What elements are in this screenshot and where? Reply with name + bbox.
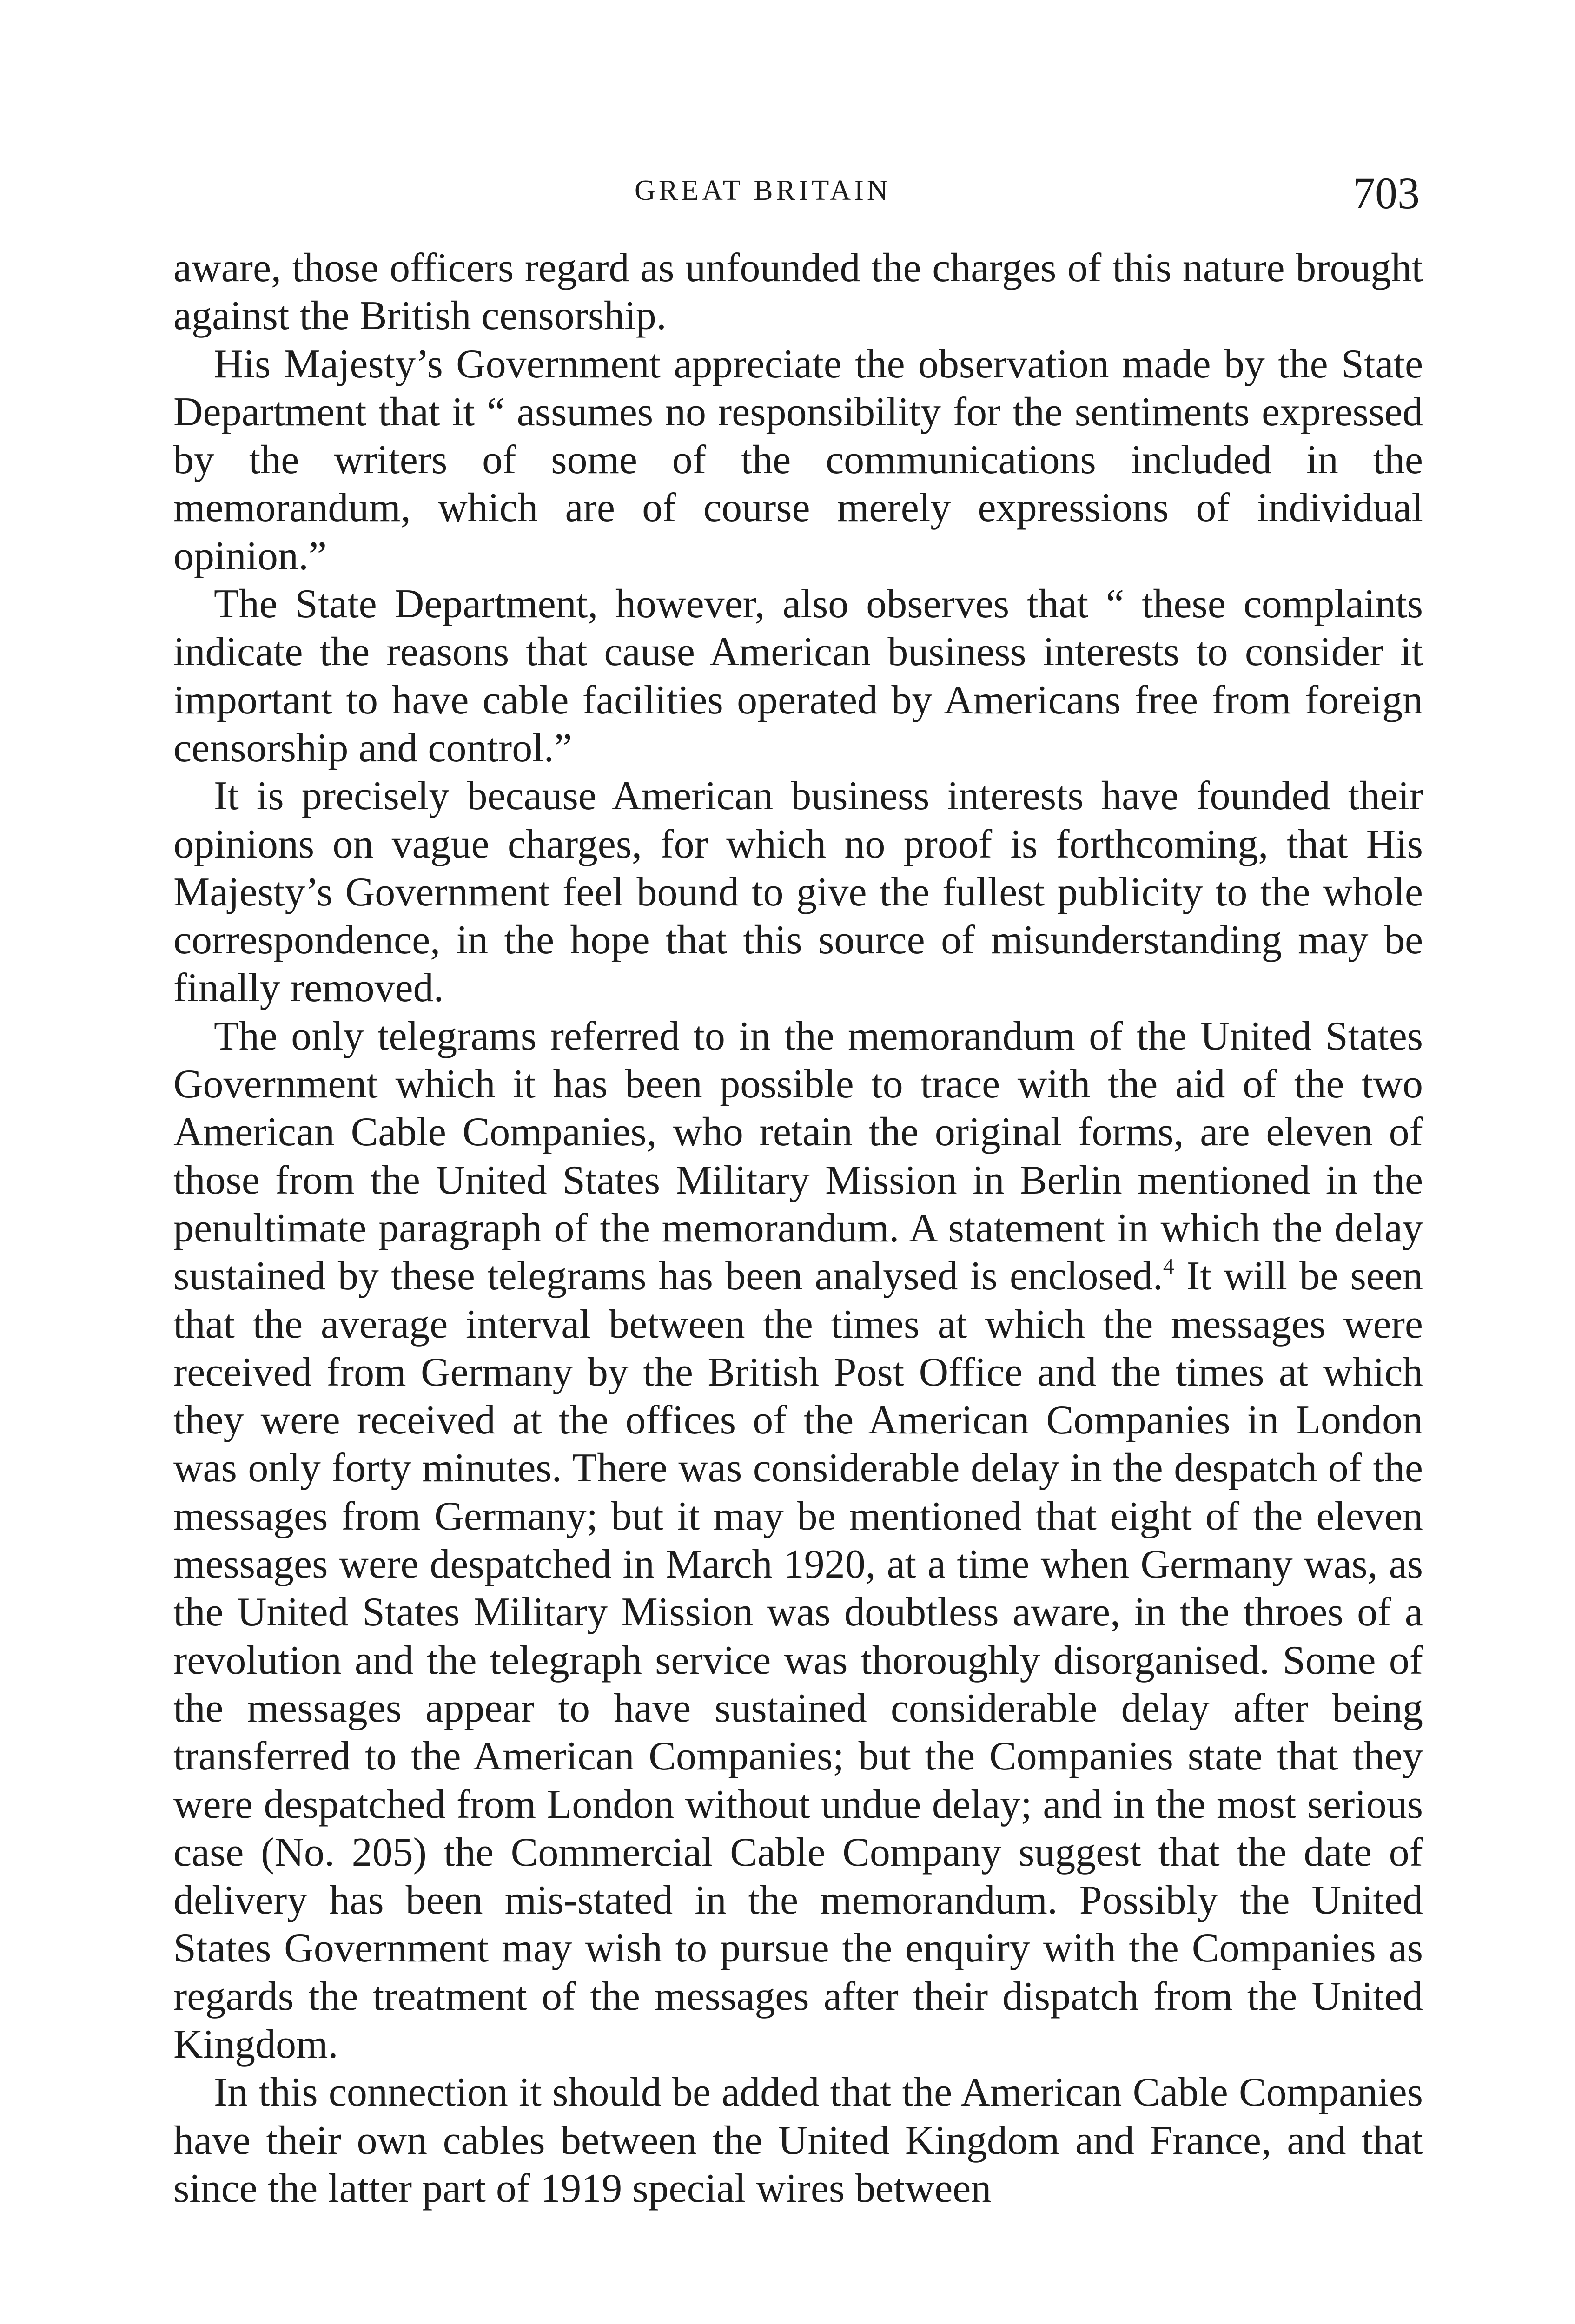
paragraph-6: In this connection it should be added that the American Cable Companies have their own cables between the United Kingdom and France, and that since the latter part of 1919 special wires between bbox=[173, 2070, 1423, 2211]
paragraph-3: The State Department, however, also observes that “ these complaints indicate the reasons that cause American business interests to consider it important to have cable facilities operated by Americans free from foreign censorship and control.” bbox=[173, 581, 1423, 771]
paragraph-4: It is precisely because American business interests have founded their opinions on vague charges, for which no proof is forthcoming, that His Majesty’s Government feel bound to give the fullest publicity to the whole correspondence, in the hope that this source of misunderstanding may be finally removed. bbox=[173, 773, 1423, 1011]
paragraph-2: His Majesty’s Government appreciate the observation made by the State Department that it “ assumes no responsibility for the sentiments expressed by the writers of some of the communications included in the memorandum, which are of course merely expressions of individual opinion.” bbox=[173, 341, 1423, 579]
body-text bbox=[173, 244, 1423, 2212]
footnote-reference[interactable]: 4 bbox=[1163, 1254, 1174, 1279]
paragraph-5-text-b: It will be seen that the average interval between the times at which the messages were received from Germany by the British Post Office and the times at which they were received at the offices of the American Companies in London was only forty minutes. There was considerable delay in the despatch of the messages from Germany; but it may be mentioned that eight of the eleven messages were despatched in March 1920, at a time when Germany was, as the United States Military Mission was doubtless aware, in the throes of a revolution and the telegraph service was thoroughly disorganised. Some of the messages appear to have sustained considerable delay after being transferred to the American Companies; but the Companies state that they were despatched from London without undue delay; and in the most serious case (No. 205) the Commercial Cable Company suggest that the date of delivery has been mis-stated in the memorandum. Possibly the United States Government may wish to pursue the enquiry with the Companies as regards the treatment of the messages after their dispatch from the United Kingdom. bbox=[173, 1254, 1423, 2067]
paragraph-5 bbox=[173, 1012, 1423, 2069]
page-number: 703 bbox=[1353, 168, 1420, 218]
paragraph-continuation: aware, those officers regard as unfounded the charges of this nature brought against the British censorship. bbox=[173, 245, 1423, 339]
paragraph-5-text-a: The only telegrams referred to in the memorandum of the United States Government which it has been possible to trace with the aid of the two American Cable Companies, who retain the original forms, are eleven of those from the United States Military Mission in Berlin mentioned in the penultimate paragraph of the memorandum. A statement in which the delay sustained by these telegrams has been analysed is enclosed. bbox=[173, 1013, 1423, 1299]
running-head-title: GREAT BRITAIN bbox=[635, 175, 891, 206]
